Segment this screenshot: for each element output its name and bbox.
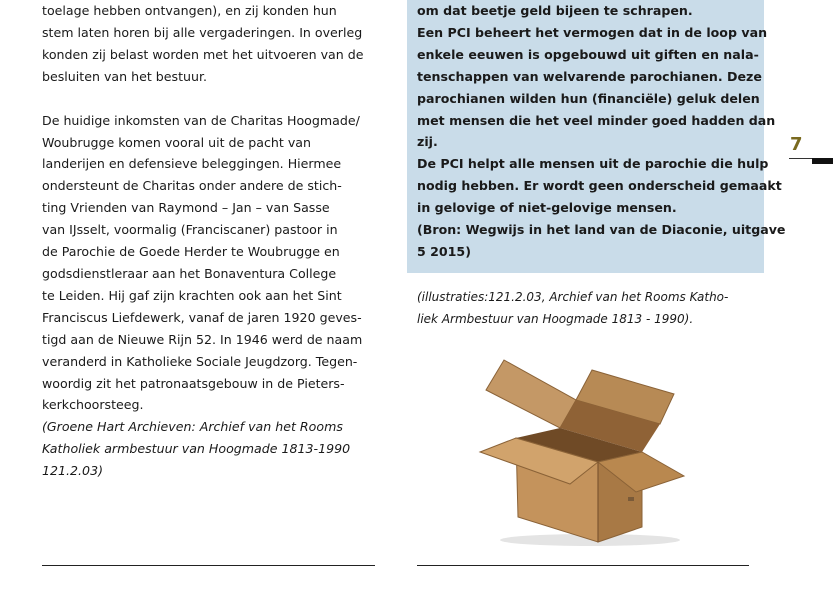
text-line: De PCI helpt alle mensen uit de parochie die hulp: [417, 156, 769, 172]
text-line: Woubrugge komen vooral uit de pacht van: [42, 134, 311, 150]
text-line: ting Vrienden van Raymond – Jan – van Sasse: [42, 200, 330, 216]
paragraph-2: [42, 110, 382, 417]
text-line: stem laten horen bij alle vergaderingen. In overleg: [42, 24, 363, 40]
text-line: woordig zit het patronaatsgebouw in de Pieters-: [42, 375, 345, 391]
text-line: tigd aan de Nieuwe Rijn 52. In 1946 werd de naam: [42, 331, 363, 347]
text-line: (Groene Hart Archieven: Archief van het Rooms: [42, 419, 343, 435]
text-line: Een PCI beheert het vermogen dat in de loop van: [417, 24, 768, 40]
text-line: ondersteunt de Charitas onder andere de stich-: [42, 178, 342, 194]
text-line: tenschappen van welvarende parochianen. Deze: [417, 68, 762, 84]
info-box-text: [417, 0, 786, 263]
text-line: (illustraties:121.2.03, Archief van het Rooms Katho-: [417, 290, 729, 304]
footer-rule-right: [417, 565, 749, 566]
text-line: landerijen en defensieve beleggingen. Hiermee: [42, 156, 342, 172]
text-line: nodig hebben. Er wordt geen onderscheid gemaakt: [417, 178, 782, 194]
text-line: kerkchoorsteeg.: [42, 397, 144, 413]
text-line: Franciscus Liefdewerk, vanaf de jaren 1920 geves-: [42, 309, 362, 325]
box-label-mark: [628, 497, 634, 501]
left-column: [42, 0, 382, 482]
paragraph-1: [42, 0, 382, 88]
text-line: besluiten van het bestuur.: [42, 68, 208, 84]
text-line: te Leiden. Hij gaf zijn krachten ook aan het Sint: [42, 287, 342, 303]
text-line: veranderd in Katholieke Sociale Jeugdzorg. Tegen-: [42, 353, 358, 369]
paragraph-gap: [42, 88, 382, 110]
text-line: zij.: [417, 134, 438, 150]
footer-rule-left: [42, 565, 375, 566]
text-line: konden zij belast worden met het uitvoeren van de: [42, 46, 364, 62]
text-line: parochianen wilden hun (financiële) geluk delen: [417, 90, 760, 106]
text-line: enkele eeuwen is opgebouwd uit giften en nala-: [417, 46, 759, 62]
text-line: 5 2015): [417, 243, 471, 259]
text-line: (Bron: Wegwijs in het land van de Diaconie, uitgave: [417, 222, 786, 238]
text-line: liek Armbestuur van Hoogmade 1813 - 1990).: [417, 311, 694, 326]
page-number-tab: [812, 158, 833, 164]
source-citation: [42, 416, 382, 482]
illustration-caption: [417, 287, 757, 331]
text-line: 121.2.03): [42, 463, 103, 479]
text-line: toelage hebben ontvangen), en zij konden hun: [42, 3, 337, 18]
text-line: De huidige inkomsten van de Charitas Hoogmade/: [42, 112, 360, 128]
cardboard-box-image: [478, 352, 693, 551]
text-line: met mensen die het veel minder goed hadden dan: [417, 112, 776, 128]
text-line: de Parochie de Goede Herder te Woubrugge en: [42, 244, 340, 260]
text-line: Katholiek armbestuur van Hoogmade 1813-1990: [42, 441, 351, 457]
box-back-flap-left: [486, 360, 576, 428]
text-line: van IJsselt, voormalig (Franciscaner) pastoor in: [42, 222, 338, 238]
text-line: om dat beetje geld bijeen te schrapen.: [417, 3, 693, 18]
text-line: godsdienstleraar aan het Bonaventura College: [42, 265, 337, 281]
page-number: 7: [790, 134, 803, 155]
info-box: [407, 0, 786, 273]
text-line: in gelovige of niet-gelovige mensen.: [417, 200, 677, 216]
